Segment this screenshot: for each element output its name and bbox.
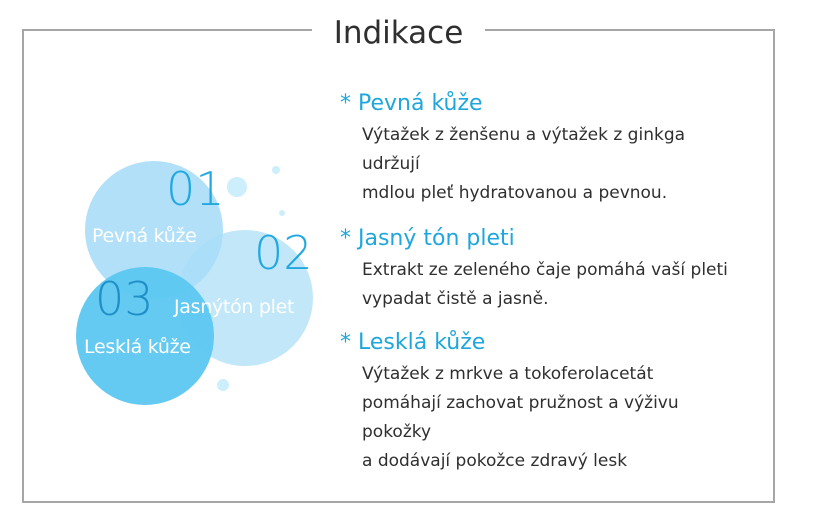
- bubble-number-02: 02: [254, 226, 313, 280]
- description-line: a dodávají pokožce zdravý lesk: [362, 451, 628, 471]
- dot-decoration: [227, 177, 247, 197]
- description-line: vypadat čistě a jasně.: [362, 289, 549, 309]
- bubble-label-jasny-ton: Jasnýtón plet: [174, 296, 295, 318]
- description-line: Výtažek z mrkve a tokoferolacetát: [362, 364, 654, 384]
- indication-item-jasny-ton: [340, 226, 762, 314]
- bubble-number-01: 01: [166, 162, 225, 216]
- description-line: Extrakt ze zeleného čaje pomáhá vaší pleti: [362, 260, 728, 280]
- bubble-label-leskla-kuze: Lesklá kůže: [84, 336, 191, 358]
- section-title: Indikace: [312, 10, 485, 56]
- item-description: [362, 121, 762, 208]
- dot-decoration: [272, 166, 280, 174]
- bubble-label-pevna-kuze: Pevná kůže: [92, 225, 197, 247]
- item-description: [362, 256, 762, 314]
- item-title: * Lesklá kůže: [340, 330, 486, 355]
- description-line: udržují: [362, 154, 420, 174]
- bubble-number-03: 03: [95, 272, 154, 326]
- indication-item-leskla-kuze: [340, 330, 762, 476]
- description-line: pokožky: [362, 422, 432, 442]
- description-line: mdlou pleť hydratovanou a pevnou.: [362, 183, 668, 203]
- item-title: * Jasný tón pleti: [340, 226, 515, 251]
- item-description: [362, 360, 762, 476]
- description-line: pomáhají zachovat pružnost a výživu: [362, 393, 679, 413]
- dot-decoration: [279, 210, 285, 216]
- description-line: Výtažek z ženšenu a výtažek z ginkga: [362, 125, 686, 145]
- indication-item-pevna-kuze: [340, 91, 762, 208]
- dot-decoration: [217, 379, 229, 391]
- item-title: * Pevná kůže: [340, 91, 483, 116]
